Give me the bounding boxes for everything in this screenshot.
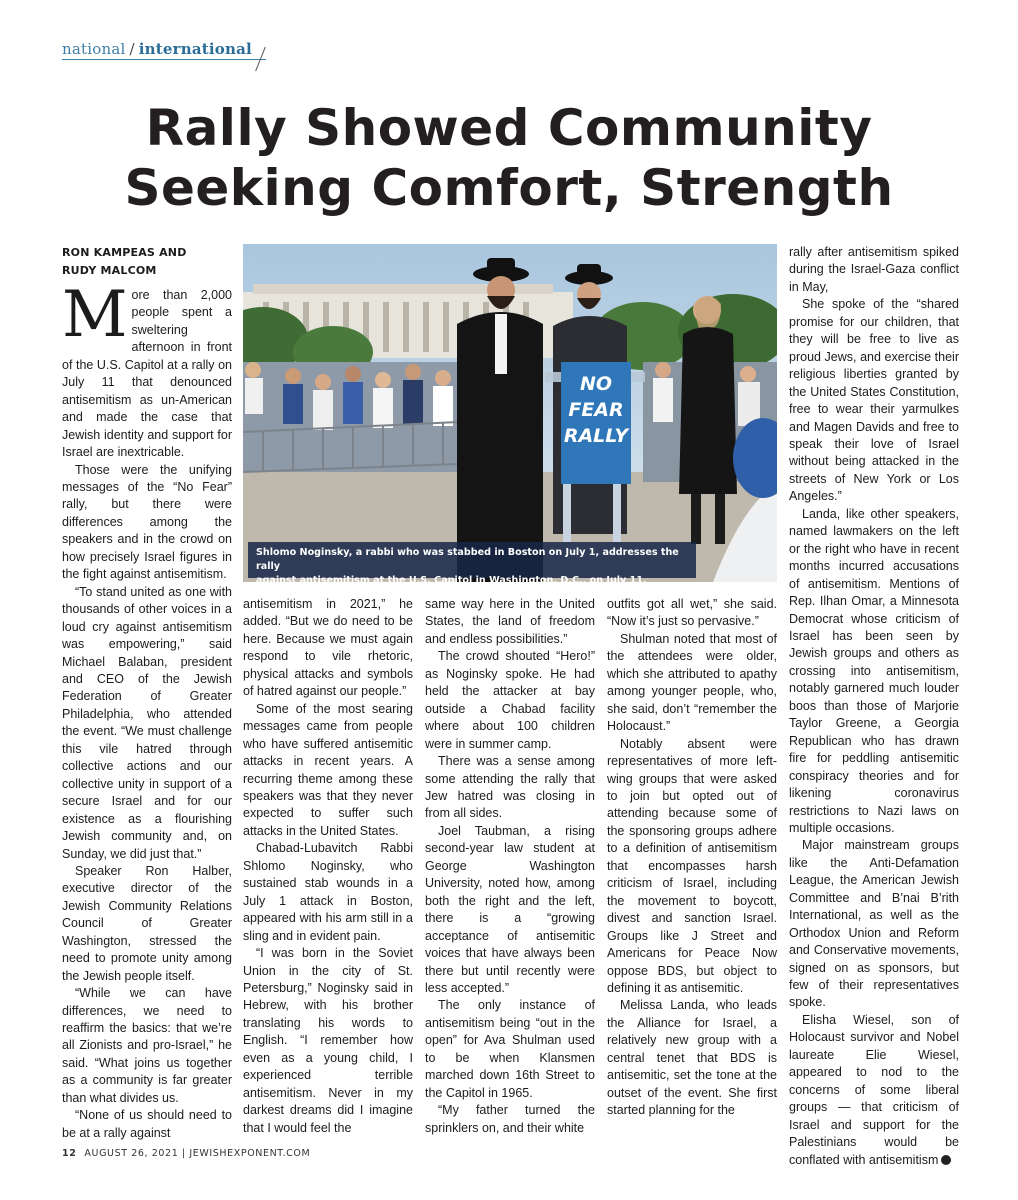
section-label xyxy=(62,40,252,58)
headline-line-2: Seeking Comfort, Strength xyxy=(124,159,894,217)
page-footer xyxy=(62,1148,310,1159)
paragraph: Chabad-Lubavitch Rabbi Shlomo Noginsky, who sustained stab wounds in a July 1 attack in Boston, appeared with his arm still in a sling and in evident pain. xyxy=(243,841,413,943)
byline-line-1: RON KAMPEAS AND xyxy=(62,246,187,259)
sign-text-1: NO xyxy=(579,373,613,395)
caption-line-2: against antisemitism at the U.S. Capitol in Washington, D.C., on July 11. xyxy=(256,575,647,586)
footer-info: AUGUST 26, 2021 | JEWISHEXPONENT.COM xyxy=(84,1148,311,1159)
column-4 xyxy=(607,596,777,1120)
paragraph: She spoke of the “shared promise for our children, that they will be free to live as proud Jews, and exercise their religious liberties granted by the United States Constitution, free to wear their yarmulkes and Magen Davids and free to speak their love of Israel without being attacked in the streets of New York or Los Angeles.” xyxy=(789,297,959,504)
rally-photo xyxy=(243,244,777,582)
paragraph: Joel Taubman, a rising second-year law student at George Washington University, noted how, among both the right and the left, there is a “growing acceptance of antisemitic voices that have always been there but until recently were less accepted.” xyxy=(425,823,595,995)
paragraph: There was a sense among some attending the rally that Jew hatred was closing in from all sides. xyxy=(425,754,595,821)
page-number: 12 xyxy=(62,1148,77,1159)
paragraph: Shulman noted that most of the attendees were older, which she attributed to apathy among younger people, who, she said, don’t “remember the Holocaust.” xyxy=(607,631,777,734)
end-mark-icon xyxy=(941,1155,951,1165)
headline xyxy=(40,98,978,218)
section-international: international xyxy=(138,40,252,58)
column-2 xyxy=(243,596,413,1137)
paragraph: same way here in the United States, the land of freedom and endless possibilities.” xyxy=(425,597,595,646)
paragraph-text: Elisha Wiesel, son of Holocaust survivor and Nobel laureate Elie Wiesel, appeared to nod to the concerns of some liberal groups — that criticism of Israel and support for the Palestinians would be conflated with antisemitism xyxy=(789,1012,959,1167)
column-1 xyxy=(62,244,232,1142)
drop-cap: M xyxy=(62,278,128,352)
column-5 xyxy=(789,244,959,1169)
paragraph: The crowd shouted “Hero!” as Noginsky spoke. He had held the attacker at bay outside a Chabad facility where about 100 children were in summer camp. xyxy=(425,649,595,751)
sign-text-2: FEAR xyxy=(568,399,624,421)
paragraph: Landa, like other speakers, named lawmakers on the left or the right who have in recent months incurred accusations of antisemitism. Mentions of Rep. Ilhan Omar, a Minnesota Democrat whose criticism of Israel has been seen by Jewish groups and others as crossing into antisemitism, notably garnered much louder boos than those of Marjorie Taylor Greene, a Georgia Republican who has drawn fire for peddling antisemitic conspiracy theories and for likening coronavirus restrictions to Nazi laws on multiple occasions. xyxy=(789,506,959,835)
paragraph: Speaker Ron Halber, executive director of the Jewish Community Relations Council of Greater Washington, stressed the need to promote unity among the Jewish people itself. xyxy=(62,863,232,983)
headline-line-1: Rally Showed Community xyxy=(145,99,873,157)
rally-photo-illustration xyxy=(243,244,777,582)
paragraph: “My father turned the sprinklers on, and their white xyxy=(425,1103,595,1135)
paragraph: outfits got all wet,” she said. “Now it’s just so pervasive.” xyxy=(607,597,777,629)
byline xyxy=(62,244,232,279)
paragraph: Melissa Landa, who leads the Alliance for Israel, a relatively new group with a central tenet that BDS is antisemitic, set the tone at the outset of the event. She first started planning for the xyxy=(607,998,777,1118)
paragraph: “To stand united as one with thousands of other voices in a loud cry against antisemitism was empowering,” said Michael Balaban, president and CEO of the Jewish Federation of Greater Philadelphia, who attended the event. “We must challenge this vile hatred through collective actions and our collective unity in support of a secure Israel and for our existence as a flourishing Jewish community and, on Sunday, we did just that.” xyxy=(62,584,232,861)
paragraph xyxy=(789,1012,959,1169)
section-slash: / xyxy=(129,40,135,58)
caption-line-1: Shlomo Noginsky, a rabbi who was stabbed in Boston on July 1, addresses the rally xyxy=(256,547,679,572)
paragraph: “While we can have differences, we need to reaffirm the basics: that we’re all Zionists and pro-Israel,” he said. “What joins us together as a community is far greater than what divides us. xyxy=(62,986,232,1105)
paragraph: “None of us should need to be at a rally against xyxy=(62,1108,232,1140)
section-national: national xyxy=(62,40,126,58)
paragraph: Major mainstream groups like the Anti-Defamation League, the American Jewish Committee and B’nai B’rith International, as well as the Orthodox Union and Reform and Conservative movements, signed on as sponsors, but few of their representatives spoke. xyxy=(789,838,959,1010)
column-3 xyxy=(425,596,595,1137)
paragraph: antisemitism in 2021,” he added. “But we do need to be here. Because we must again respond to vile rhetoric, physical attacks and symbols of hatred against our people.” xyxy=(243,597,413,699)
paragraph: rally after antisemitism spiked during the Israel-Gaza conflict in May, xyxy=(789,245,959,294)
sign-text-3: RALLY xyxy=(563,425,629,447)
paragraph: Those were the unifying messages of the “No Fear” rally, but there were differences among the speakers and in the crowd on how precisely Israel figures in the fight against antisemitism. xyxy=(62,462,232,582)
paragraph: Some of the most searing messages came from people who have suffered antisemitic attacks in recent years. A recurring theme among these speakers was that they never expected to suffer such attacks in the United States. xyxy=(243,701,413,838)
paragraph: Notably absent were representatives of more left-wing groups that were asked to join but opted out of attending because some of the sponsoring groups adhere to a definition of antisemitism that encompasses harsh criticism of Israel, including the movement to boycott, divest and sanction Israel. Groups like J Street and Americans for Peace Now oppose BDS, but object to defining it as antisemitic. xyxy=(607,736,777,995)
byline-line-2: RUDY MALCOM xyxy=(62,263,157,277)
photo-caption xyxy=(248,542,696,586)
paragraph: “I was born in the Soviet Union in the city of St. Petersburg,” Noginsky said in Hebrew, with his brother translating his words to English. “I remember how even as a young child, I experienced terrible antisemitism. Never in my darkest dreams did I imagine that I would feel the xyxy=(243,946,413,1135)
paragraph: The only instance of antisemitism being “out in the open” for Ava Shulman used to be when Klansmen marched down 16th Street to the Capitol in 1965. xyxy=(425,998,595,1100)
paragraph-text: ore than 2,000 people spent a sweltering afternoon in front of the U.S. Capitol at a rally on July 11 that denounced antisemitism as un-American and made the case that Jewish identity and support for Israel are inextricable. xyxy=(62,288,232,460)
paragraph xyxy=(62,278,232,462)
section-rule xyxy=(62,59,266,60)
